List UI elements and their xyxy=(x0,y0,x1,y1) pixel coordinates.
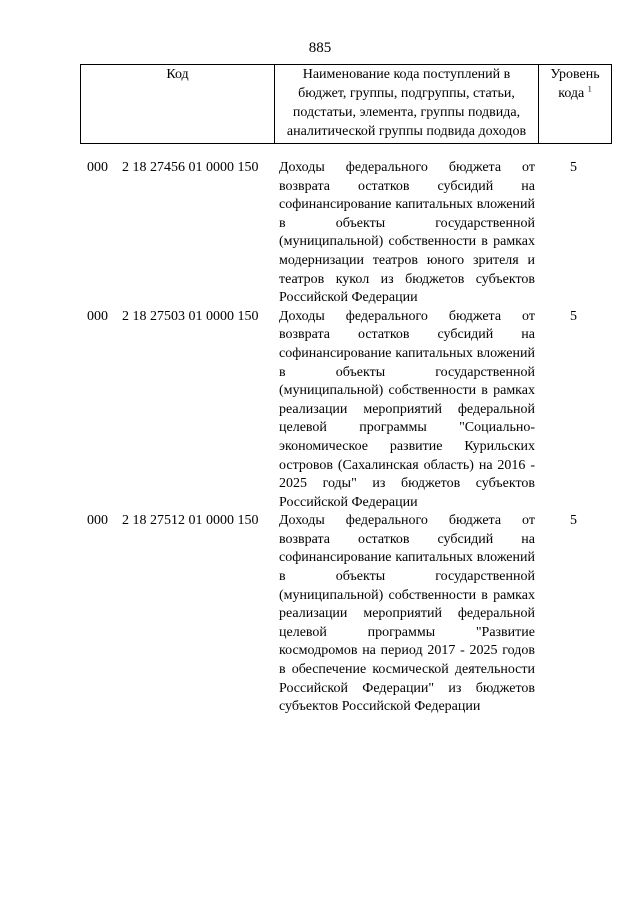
income-code: 2 18 27503 01 0000 150 xyxy=(122,308,259,324)
code-level: 5 xyxy=(570,160,577,175)
header-name: Наименование кода поступлений в бюджет, группы, подгруппы, статьи, подстатьи, элемента, группы подвида, аналитической группы подвида доходов xyxy=(275,65,539,144)
header-level-label: Уровень кода xyxy=(550,67,600,101)
table-row xyxy=(80,308,612,513)
income-code: 2 18 27512 01 0000 150 xyxy=(122,513,259,529)
income-name: Доходы федерального бюджета от возврата остатков субсидий на софинансирование капитальных вложений в объекты государственной (муниципальной) собственности в рамках реализации мероприятий федеральной целевой программы "Социально-экономическое развитие Курильских островов (Сахалинская область) на 2016 - 2025 годы" из бюджетов субъектов Российской Федерации xyxy=(279,308,535,510)
header-level xyxy=(539,65,612,144)
code-level: 5 xyxy=(570,308,577,324)
income-code: 2 18 27456 01 0000 150 xyxy=(122,160,259,175)
table-body xyxy=(80,159,612,717)
admin-code: 000 xyxy=(87,308,108,324)
table-row xyxy=(80,159,612,308)
admin-code: 000 xyxy=(87,160,108,175)
table-header xyxy=(80,64,612,144)
income-name: Доходы федерального бюджета от возврата остатков субсидий на софинансирование капитальных вложений в объекты государственной (муниципальной) собственности в рамках реализации мероприятий федеральной целевой программы "Развитие космодромов на период 2017 - 2025 годов в обеспечение космической деятельности Российской Федерации" из бюджетов субъектов Российской Федерации xyxy=(279,513,535,715)
table-row xyxy=(80,512,612,717)
header-level-footnote: 1 xyxy=(587,84,592,94)
page-number: 885 xyxy=(308,40,332,56)
income-name: Доходы федерального бюджета от возврата остатков субсидий на софинансирование капитальных вложений в объекты государственной (муниципальной) собственности в рамках модернизации театров юного зрителя и театров кукол из бюджетов субъектов Российской Федерации xyxy=(279,160,535,306)
admin-code: 000 xyxy=(87,513,108,529)
header-code: Код xyxy=(81,65,275,144)
code-level: 5 xyxy=(570,513,577,529)
